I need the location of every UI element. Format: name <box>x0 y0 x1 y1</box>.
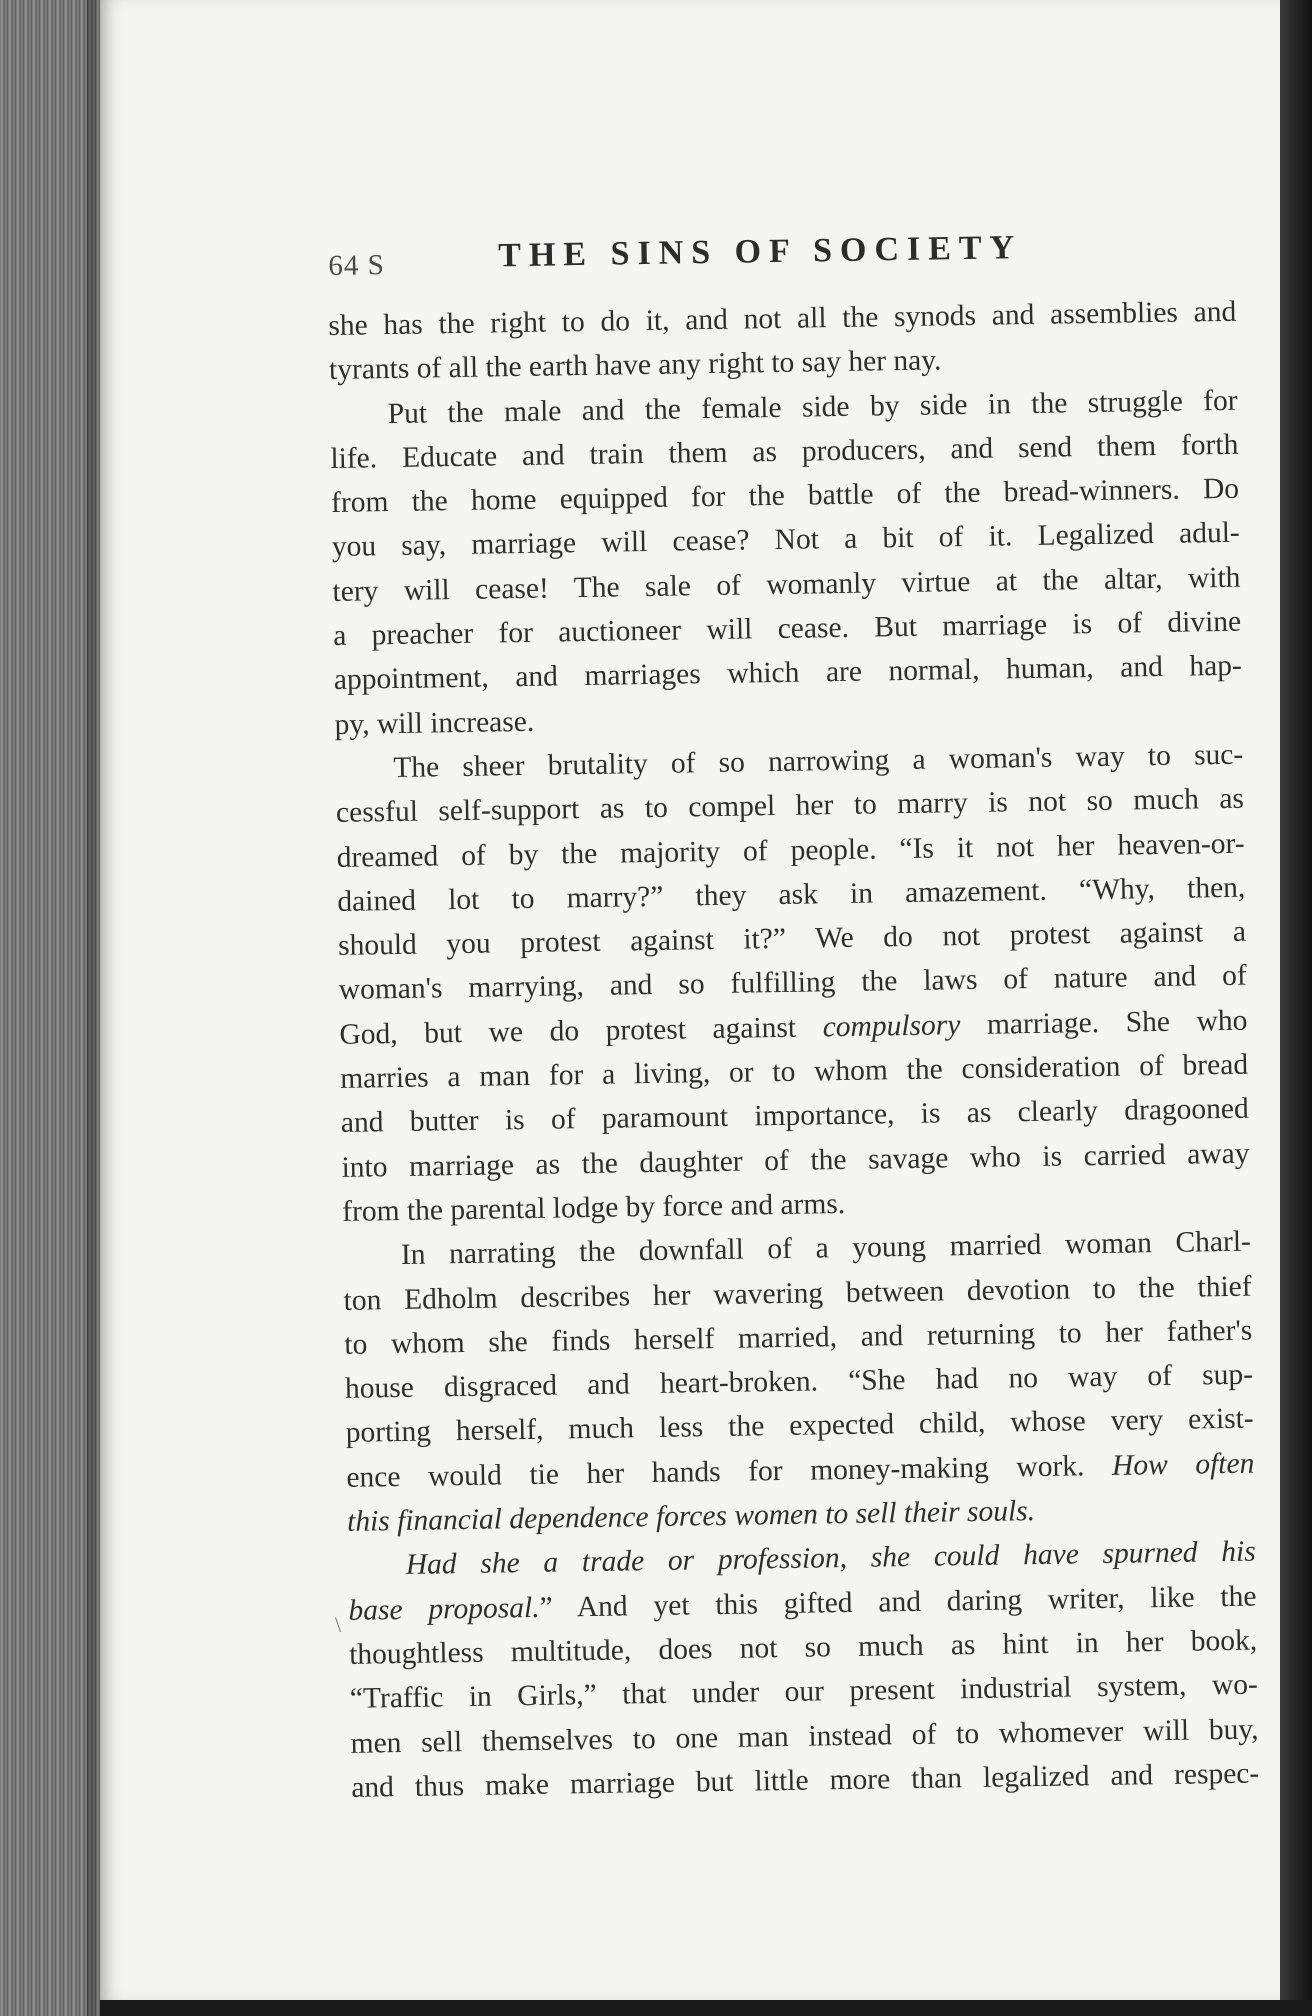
text-line: house disgraced and heart-broken. “She had no way of sup- <box>344 1358 1254 1405</box>
text-line: and thus make marriage but little more than legalized and respec- <box>351 1757 1260 1804</box>
text-line: The sheer brutality of so narrowing a woman's way to suc- <box>393 738 1244 784</box>
text-line: she has the right to do it, and not all the synods and assemblies and <box>328 295 1237 342</box>
italic-text: Had she a trade or profession, she could have spurned his <box>405 1535 1256 1582</box>
text-line: tery will cease! The sale of womanly virtue at the altar, with <box>332 561 1241 608</box>
text-line: God, but we do protest against compulsory marriage. She who <box>339 1004 1248 1051</box>
text-line: from the home equipped for the battle of the bread-winners. Do <box>330 472 1240 520</box>
book-right-edge <box>1280 0 1312 2016</box>
text-line: a preacher for auctioneer will cease. But marriage is of divine <box>332 605 1242 653</box>
text-line: ence would tie her hands for money-making work. How often <box>346 1447 1255 1494</box>
text-line: py, will increase. <box>334 705 535 741</box>
text-line: you say, marriage will cease? Not a bit of it. Legalized adul- <box>331 517 1240 564</box>
text-line: dained lot to marry?” they ask in amazement. “Why, then, <box>337 871 1246 918</box>
text-line: In narrating the downfall of a young married woman Charl- <box>400 1225 1252 1272</box>
text-line: from the parental lodge by force and arms. <box>342 1187 846 1228</box>
text-line: “Traffic in Girls,” that under our present industrial system, wo- <box>349 1668 1259 1716</box>
paragraph <box>328 290 1237 393</box>
book-bottom-edge <box>100 2000 1312 2016</box>
text-line: appointment, and marriages which are normal, human, and hap- <box>333 650 1243 697</box>
italic-text: base proposal. <box>348 1591 540 1627</box>
running-head: THE SINS OF SOCIETY <box>497 229 1023 275</box>
text-line: dreamed of by the majority of people. “Is it not her heaven-or- <box>336 827 1245 874</box>
text-line: woman's marrying, and so fulfilling the laws of nature and of <box>338 960 1247 1007</box>
text-line: Put the male and the female side by side in the struggle for <box>387 384 1238 430</box>
text-line: cessful self-support as to compel her to marry is not so much as <box>335 782 1245 830</box>
body-text <box>328 290 1260 1810</box>
paragraph <box>335 733 1251 1234</box>
page-number: 64 S <box>328 249 386 282</box>
book-left-edge <box>0 0 105 2016</box>
paragraph <box>343 1220 1256 1544</box>
text-line: men sell themselves to one man instead of to whomever will buy, <box>350 1713 1259 1760</box>
text-line: thoughtless multitude, does not so much as hint in her book, <box>348 1624 1258 1671</box>
text-line: ton Edholm describes her wavering between devotion to the thief <box>343 1270 1252 1317</box>
italic-text: How often <box>1111 1447 1255 1482</box>
text-line: to whom she finds herself married, and returning to her father's <box>344 1314 1253 1361</box>
text-line: into marriage as the daughter of the savage who is carried away <box>341 1137 1250 1184</box>
text-line: tyrants of all the earth have any right to say her nay. <box>328 344 942 387</box>
margin-mark: \ <box>335 1612 342 1637</box>
text-line: porting herself, much less the expected child, whose very exist- <box>345 1403 1254 1450</box>
text-line: should you protest against it?” We do not protest against a <box>337 915 1247 963</box>
text-line: base proposal.” And yet this gifted and daring writer, like the <box>348 1580 1257 1627</box>
text-line: and butter is of paramount importance, is as clearly dragooned <box>340 1092 1250 1140</box>
paragraph <box>347 1530 1259 1810</box>
text-line: marries a man for a living, or to whom the consideration of bread <box>339 1048 1249 1095</box>
italic-text: this financial dependence forces women to sell their souls. <box>346 1495 1036 1538</box>
italic-text: compulsory <box>822 1008 961 1044</box>
paragraph <box>329 378 1242 747</box>
text-line: life. Educate and train them as producers, and send them forth <box>330 428 1239 475</box>
